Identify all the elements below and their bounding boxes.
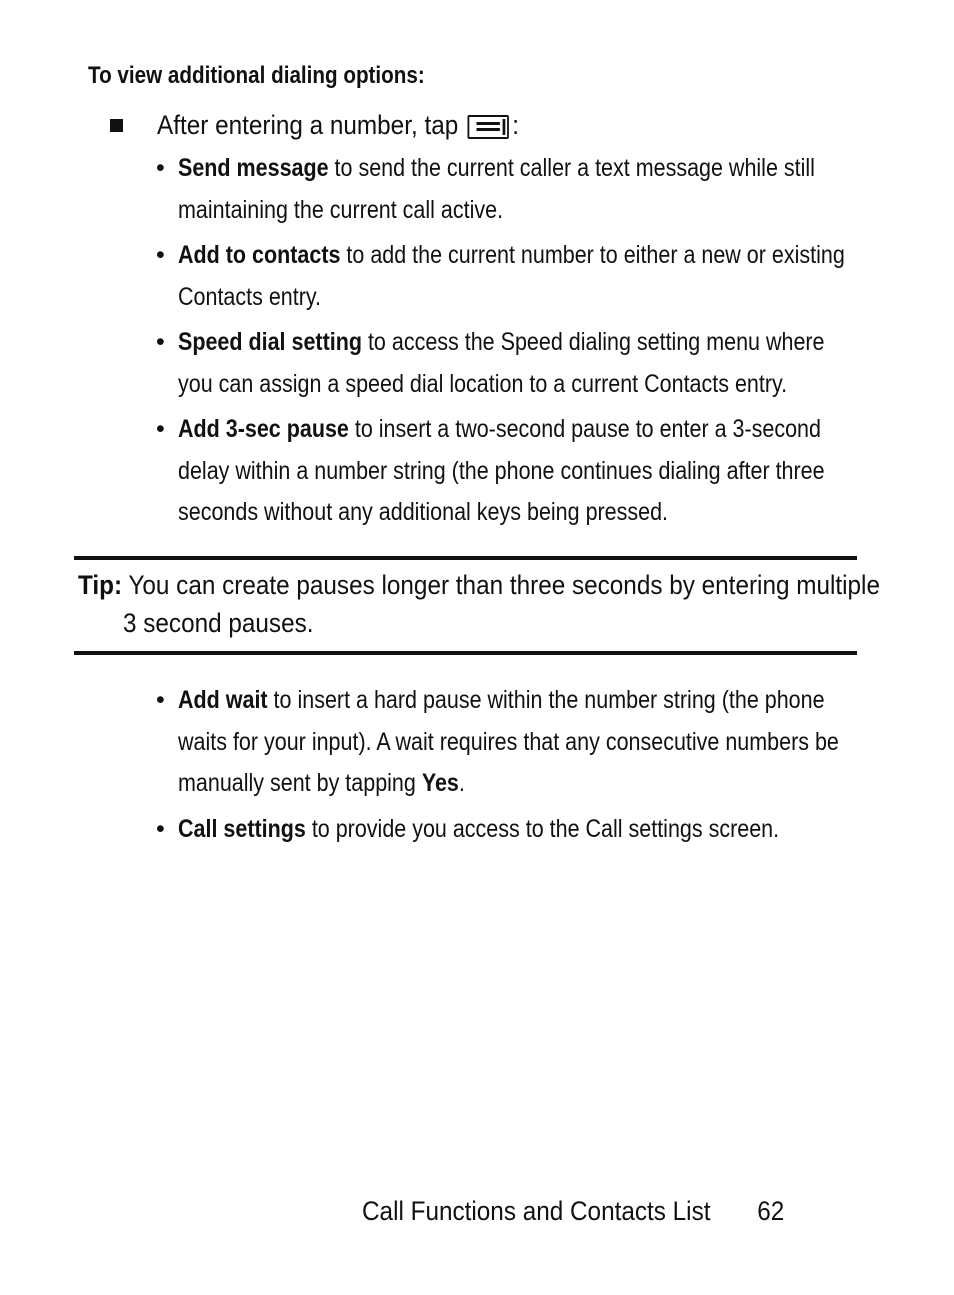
footer-section-title: Call Functions and Contacts List <box>362 1196 711 1226</box>
option-name: Send message <box>178 154 329 182</box>
square-bullet-icon <box>110 119 123 132</box>
step-text: After entering a number, tap <box>157 110 459 140</box>
page-number: 62 <box>757 1196 785 1226</box>
step-colon: : <box>512 110 520 140</box>
bullet-dot-icon: • <box>156 241 165 269</box>
bullet-dot-icon: • <box>156 328 165 356</box>
section-heading: To view additional dialing options: <box>88 62 425 89</box>
option-name: Add 3-sec pause <box>178 415 349 443</box>
option-name: Add to contacts <box>178 241 341 269</box>
list-item <box>156 409 876 534</box>
tip-top-divider <box>74 556 857 560</box>
option-description: to send the current caller a text message while still maintaining the current call active. <box>178 154 815 224</box>
yes-label: Yes <box>421 769 459 797</box>
bullet-dot-icon: • <box>156 415 165 443</box>
list-item <box>156 680 876 805</box>
list-item <box>156 809 876 851</box>
list-item <box>156 235 876 318</box>
tip-bottom-divider <box>74 651 857 655</box>
bullet-dot-icon: • <box>156 814 165 843</box>
tip-box <box>78 566 880 642</box>
tip-label: Tip: <box>78 570 123 600</box>
list-item <box>156 148 876 231</box>
option-description-end: . <box>458 769 465 797</box>
tip-text: You can create pauses longer than three seconds by entering multiple 3 second pauses. <box>122 570 880 638</box>
option-name: Add wait <box>178 686 268 714</box>
option-description: to insert a hard pause within the number string (the phone waits for your input). A wait requires that any consecutive numbers be manually sent by tapping <box>178 686 839 797</box>
step-instruction <box>110 110 559 141</box>
option-description: to access the Speed dialing setting menu where you can assign a speed dial location to a current Contacts entry. <box>178 328 825 398</box>
menu-icon <box>467 115 508 139</box>
options-list-top <box>156 148 876 538</box>
options-list-bottom <box>156 680 876 854</box>
option-name: Speed dial setting <box>178 328 362 356</box>
option-description: to add the current number to either a new or existing Contacts entry. <box>178 241 845 311</box>
page-footer <box>362 1196 784 1227</box>
option-description: to insert a two-second pause to enter a 3-second delay within a number string (the phone continues dialing after three seconds without any additional keys being pressed. <box>178 415 825 526</box>
option-name: Call settings <box>178 814 306 843</box>
option-description: to provide you access to the Call settings screen. <box>305 814 780 843</box>
list-item <box>156 322 876 405</box>
bullet-dot-icon: • <box>156 686 165 714</box>
bullet-dot-icon: • <box>156 154 165 182</box>
